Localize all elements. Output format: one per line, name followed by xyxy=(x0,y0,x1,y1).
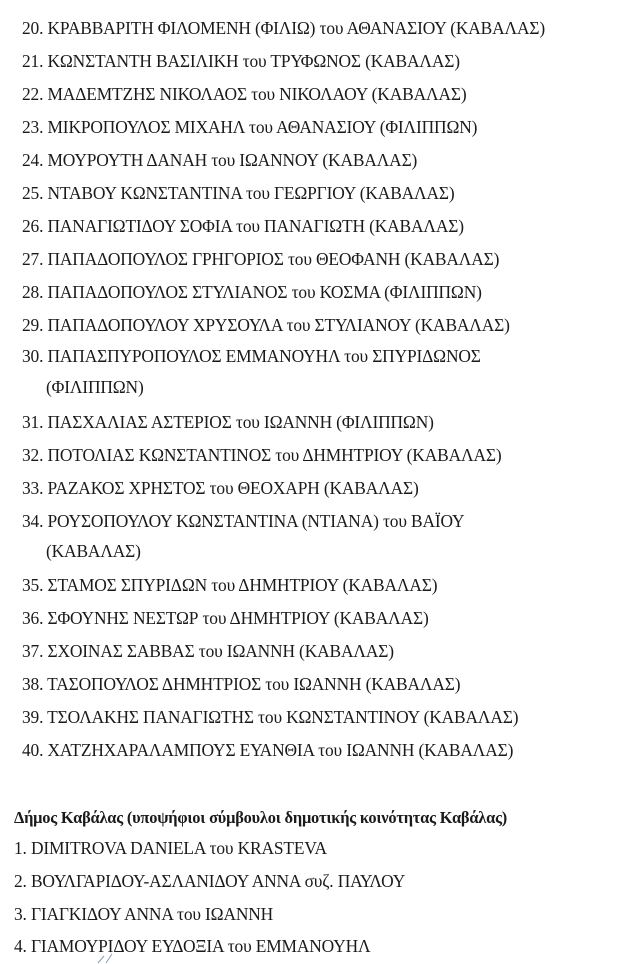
list-item: 29. ΠΑΠΑΔΟΠΟΥΛΟΥ ΧΡΥΣΟΥΛΑ του ΣΤΥΛΙΑΝΟΥ (ΚΑΒΑΛΑΣ) xyxy=(22,315,510,335)
scan-mark-icon xyxy=(96,952,118,964)
list-item: 24. ΜΟΥΡΟΥΤΗ ΔΑΝΑΗ του ΙΩΑΝΝΟΥ (ΚΑΒΑΛΑΣ) xyxy=(22,150,418,170)
list-item: 23. ΜΙΚΡΟΠΟΥΛΟΣ ΜΙΧΑΗΛ του ΑΘΑΝΑΣΙΟΥ (ΦΙΛΙΠΠΩΝ) xyxy=(22,117,478,137)
list-item: 40. ΧΑΤΖΗΧΑΡΑΛΑΜΠΟΥΣ ΕΥΑΝΘΙΑ του ΙΩΑΝΝΗ (ΚΑΒΑΛΑΣ) xyxy=(22,740,514,760)
list-item: 27. ΠΑΠΑΔΟΠΟΥΛΟΣ ΓΡΗΓΟΡΙΟΣ του ΘΕΟΦΑΝΗ (ΚΑΒΑΛΑΣ) xyxy=(22,249,500,269)
list-item: 30. ΠΑΠΑΣΠΥΡΟΠΟΥΛΟΣ ΕΜΜΑΝΟΥΗΛ του ΣΠΥΡΙΔΩΝΟΣ xyxy=(22,346,481,366)
list-item: 3. ΓΙΑΓΚΙΔΟΥ ΑΝΝΑ του ΙΩΑΝΝΗ xyxy=(14,904,274,924)
list-item-continuation: (ΦΙΛΙΠΠΩΝ) xyxy=(46,377,144,397)
list-item: 26. ΠΑΝΑΓΙΩΤΙΔΟΥ ΣΟΦΙΑ του ΠΑΝΑΓΙΩΤΗ (ΚΑΒΑΛΑΣ) xyxy=(22,216,464,236)
list-item: 33. ΡΑΖΑΚΟΣ ΧΡΗΣΤΟΣ του ΘΕΟΧΑΡΗ (ΚΑΒΑΛΑΣ) xyxy=(22,478,419,498)
list-item: 22. ΜΑΔΕΜΤΖΗΣ ΝΙΚΟΛΑΟΣ του ΝΙΚΟΛΑΟΥ (ΚΑΒΑΛΑΣ) xyxy=(22,84,467,104)
list-item: 32. ΠΟΤΟΛΙΑΣ ΚΩΝΣΤΑΝΤΙΝΟΣ του ΔΗΜΗΤΡΙΟΥ (ΚΑΒΑΛΑΣ) xyxy=(22,445,502,465)
list-item: 2. ΒΟΥΛΓΑΡΙΔΟΥ-ΑΣΛΑΝΙΔΟΥ ΑΝΝΑ συζ. ΠΑΥΛΟΥ xyxy=(14,871,406,891)
list-item: 37. ΣΧΟΙΝΑΣ ΣΑΒΒΑΣ του ΙΩΑΝΝΗ (ΚΑΒΑΛΑΣ) xyxy=(22,641,394,661)
section-heading: Δήμος Καβάλας (υποψήφιοι σύμβουλοι δημοτικής κοινότητας Καβάλας) xyxy=(14,808,508,827)
list-item-continuation: (ΚΑΒΑΛΑΣ) xyxy=(46,541,141,561)
list-item: 20. ΚΡΑΒΒΑΡΙΤΗ ΦΙΛΟΜΕΝΗ (ΦΙΛΙΩ) του ΑΘΑΝΑΣΙΟΥ (ΚΑΒΑΛΑΣ) xyxy=(22,18,546,38)
list-item: 36. ΣΦΟΥΝΗΣ ΝΕΣΤΩΡ του ΔΗΜΗΤΡΙΟΥ (ΚΑΒΑΛΑΣ) xyxy=(22,608,429,628)
list-item: 31. ΠΑΣΧΑΛΙΑΣ ΑΣΤΕΡΙΟΣ του ΙΩΑΝΝΗ (ΦΙΛΙΠΠΩΝ) xyxy=(22,412,434,432)
list-item: 28. ΠΑΠΑΔΟΠΟΥΛΟΣ ΣΤΥΛΙΑΝΟΣ του ΚΟΣΜΑ (ΦΙΛΙΠΠΩΝ) xyxy=(22,282,482,302)
list-item: 35. ΣΤΑΜΟΣ ΣΠΥΡΙΔΩΝ του ΔΗΜΗΤΡΙΟΥ (ΚΑΒΑΛΑΣ) xyxy=(22,575,438,595)
list-item: 25. ΝΤΑΒΟΥ ΚΩΝΣΤΑΝΤΙΝΑ του ΓΕΩΡΓΙΟΥ (ΚΑΒΑΛΑΣ) xyxy=(22,183,455,203)
list-item: 21. ΚΩΝΣΤΑΝΤΗ ΒΑΣΙΛΙΚΗ του ΤΡΥΦΩΝΟΣ (ΚΑΒΑΛΑΣ) xyxy=(22,51,460,71)
list-item: 4. ΓΙΑΜΟΥΡΙΔΟΥ ΕΥΔΟΞΙΑ του ΕΜΜΑΝΟΥΗΛ xyxy=(14,936,371,956)
list-item: 1. DIMITROVA DANIELA του KRASTEVA xyxy=(14,838,327,858)
list-item: 38. ΤΑΣΟΠΟΥΛΟΣ ΔΗΜΗΤΡΙΟΣ του ΙΩΑΝΝΗ (ΚΑΒΑΛΑΣ) xyxy=(22,674,461,694)
list-item: 34. ΡΟΥΣΟΠΟΥΛΟΥ ΚΩΝΣΤΑΝΤΙΝΑ (ΝΤΙΑΝΑ) του ΒΑΪΟΥ xyxy=(22,511,465,531)
list-item: 39. ΤΣΟΛΑΚΗΣ ΠΑΝΑΓΙΩΤΗΣ του ΚΩΝΣΤΑΝΤΙΝΟΥ (ΚΑΒΑΛΑΣ) xyxy=(22,707,519,727)
